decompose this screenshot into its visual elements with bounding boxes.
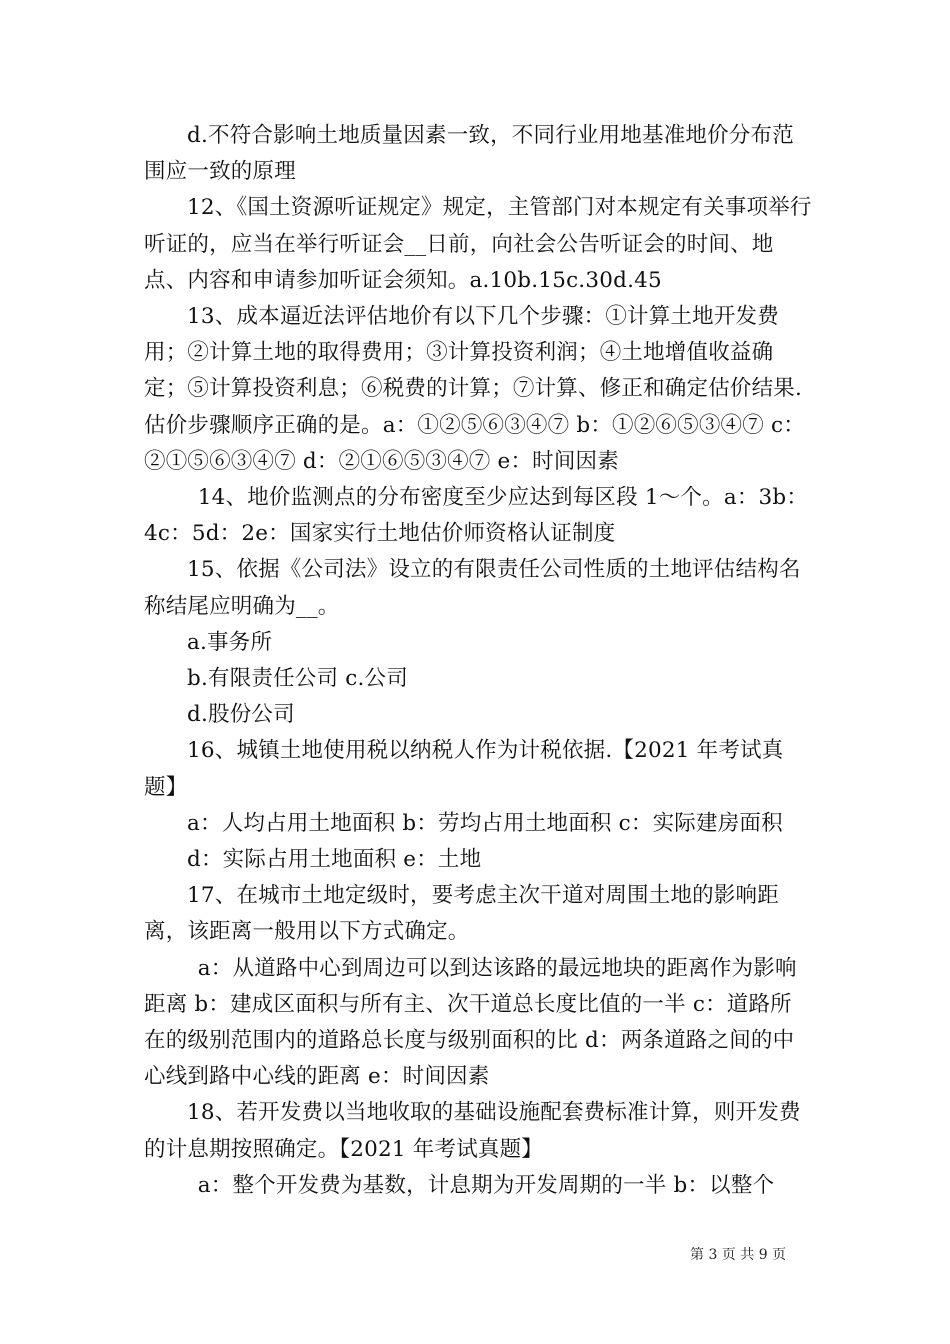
question-12: 12、《国土资源听证规定》规定，主管部门对本规定有关事项举行听证的，应当在举行听证会__日前，向社会公告听证会的时间、地点、内容和申请参加听证会须知。a.10b.15c.30d.45 <box>144 195 812 293</box>
question-15-option-bc: b.有限责任公司 c.公司 <box>187 666 408 692</box>
page-number: 第 3 页 共 9 页 <box>690 1247 787 1263</box>
question-17-options: a：从道路中心到周边可以到达该路的最远地块的距离作为影响距离 b：建成区面积与所有主、次干道总长度比值的一半 c：道路所在的级别范围内的道路总长度与级别面积的比 d：两条道路之间的中心线到路中心线的距离 e：时间因素 <box>144 955 797 1090</box>
paragraph-option-d-11: d.不符合影响土地质量因素一致，不同行业用地基准地价分布范围应一致的原理 <box>144 123 794 185</box>
question-18-options: a：整个开发费为基数，计息期为开发周期的一半 b：以整个 <box>197 1172 775 1198</box>
question-16: 16、城镇土地使用税以纳税人作为计税依据.【2021 年考试真题】 <box>144 738 784 800</box>
question-15-option-a: a.事务所 <box>187 629 273 655</box>
document-body <box>144 118 812 1204</box>
question-18: 18、若开发费以当地收取的基础设施配套费标准计算，则开发费的计息期按照确定。【2021 年考试真题】 <box>144 1100 801 1162</box>
question-16-options-abc: a：人均占用土地面积 b：劳均占用土地面积 c：实际建房面积 <box>187 810 783 836</box>
question-13: 13、成本逼近法评估地价有以下几个步骤：①计算土地开发费用；②计算土地的取得费用；③计算投资利润；④土地增值收益确定；⑤计算投资利息；⑥税费的计算；⑦计算、修正和确定估价结果.估价步骤顺序正确的是。a：①②⑤⑥③④⑦ b：①②⑥⑤③④⑦ c：②①⑤⑥③④⑦ d：②①⑥⑤③④⑦ e：时间因素 <box>144 304 805 474</box>
question-14: 14、地价监测点的分布密度至少应达到每区段 1～个。a：3b：4c：5d：2e：国家实行土地估价师资格认证制度 <box>144 485 809 547</box>
question-16-options-de: d：实际占用土地面积 e：土地 <box>187 847 482 873</box>
question-15-option-d: d.股份公司 <box>187 702 295 728</box>
question-17: 17、在城市土地定级时，要考虑主次干道对周围土地的影响距离，该距离一般用以下方式确定。 <box>144 883 779 945</box>
question-15: 15、依据《公司法》设立的有限责任公司性质的土地评估结构名称结尾应明确为__。 <box>144 557 801 619</box>
